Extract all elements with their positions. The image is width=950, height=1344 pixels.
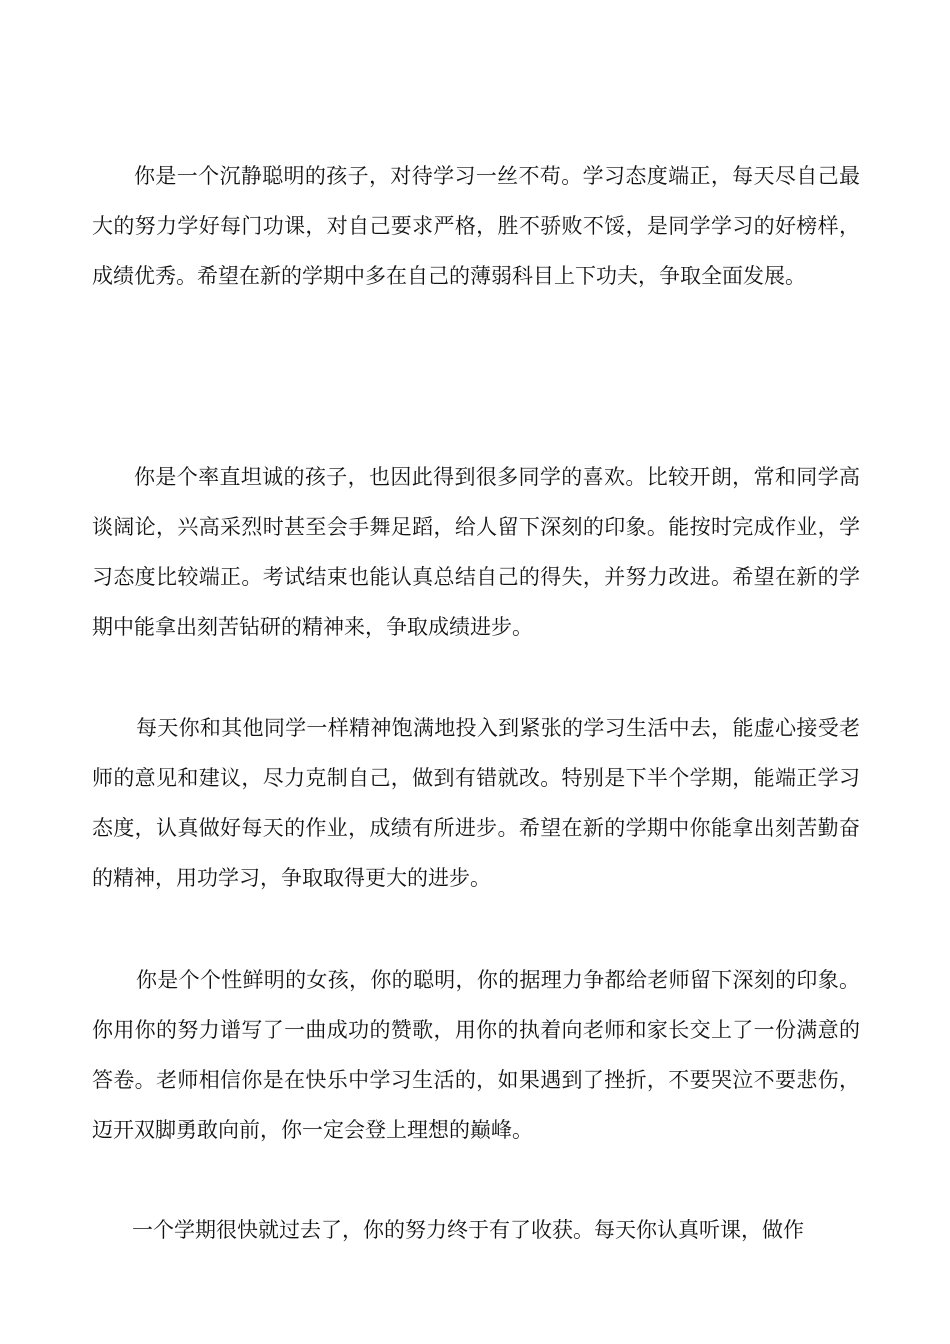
comment-paragraph-4: 你是个个性鲜明的女孩，你的聪明，你的据理力争都给老师留下深刻的印象。你用你的努力谱写了一曲成功的赞歌，用你的执着向老师和家长交上了一份满意的答卷。老师相信你是在快乐中学习生活的，如果遇到了挫折，不要哭泣不要悲伤，迈开双脚勇敢向前，你一定会登上理想的巅峰。 [92,968,860,1142]
comment-paragraph-5: 一个学期很快就过去了，你的努力终于有了收获。每天你认真听课，做作 [132,1218,804,1242]
comment-paragraph-2: 你是个率直坦诚的孩子，也因此得到很多同学的喜欢。比较开朗，常和同学高谈阔论，兴高采烈时甚至会手舞足蹈，给人留下深刻的印象。能按时完成作业，学习态度比较端正。考试结束也能认真总结自己的得失，并努力改进。希望在新的学期中能拿出刻苦钻研的精神来，争取成绩进步。 [92,465,860,639]
comment-paragraph-3: 每天你和其他同学一样精神饱满地投入到紧张的学习生活中去，能虚心接受老师的意见和建议，尽力克制自己，做到有错就改。特别是下半个学期，能端正学习态度，认真做好每天的作业，成绩有所进步。希望在新的学期中你能拿出刻苦勤奋的精神，用功学习，争取取得更大的进步。 [92,716,860,890]
comment-paragraph-1: 你是一个沉静聪明的孩子，对待学习一丝不苟。学习态度端正，每天尽自己最大的努力学好每门功课，对自己要求严格，胜不骄败不馁，是同学学习的好榜样，成绩优秀。希望在新的学期中多在自己的薄弱科目上下功夫，争取全面发展。 [92,164,860,288]
